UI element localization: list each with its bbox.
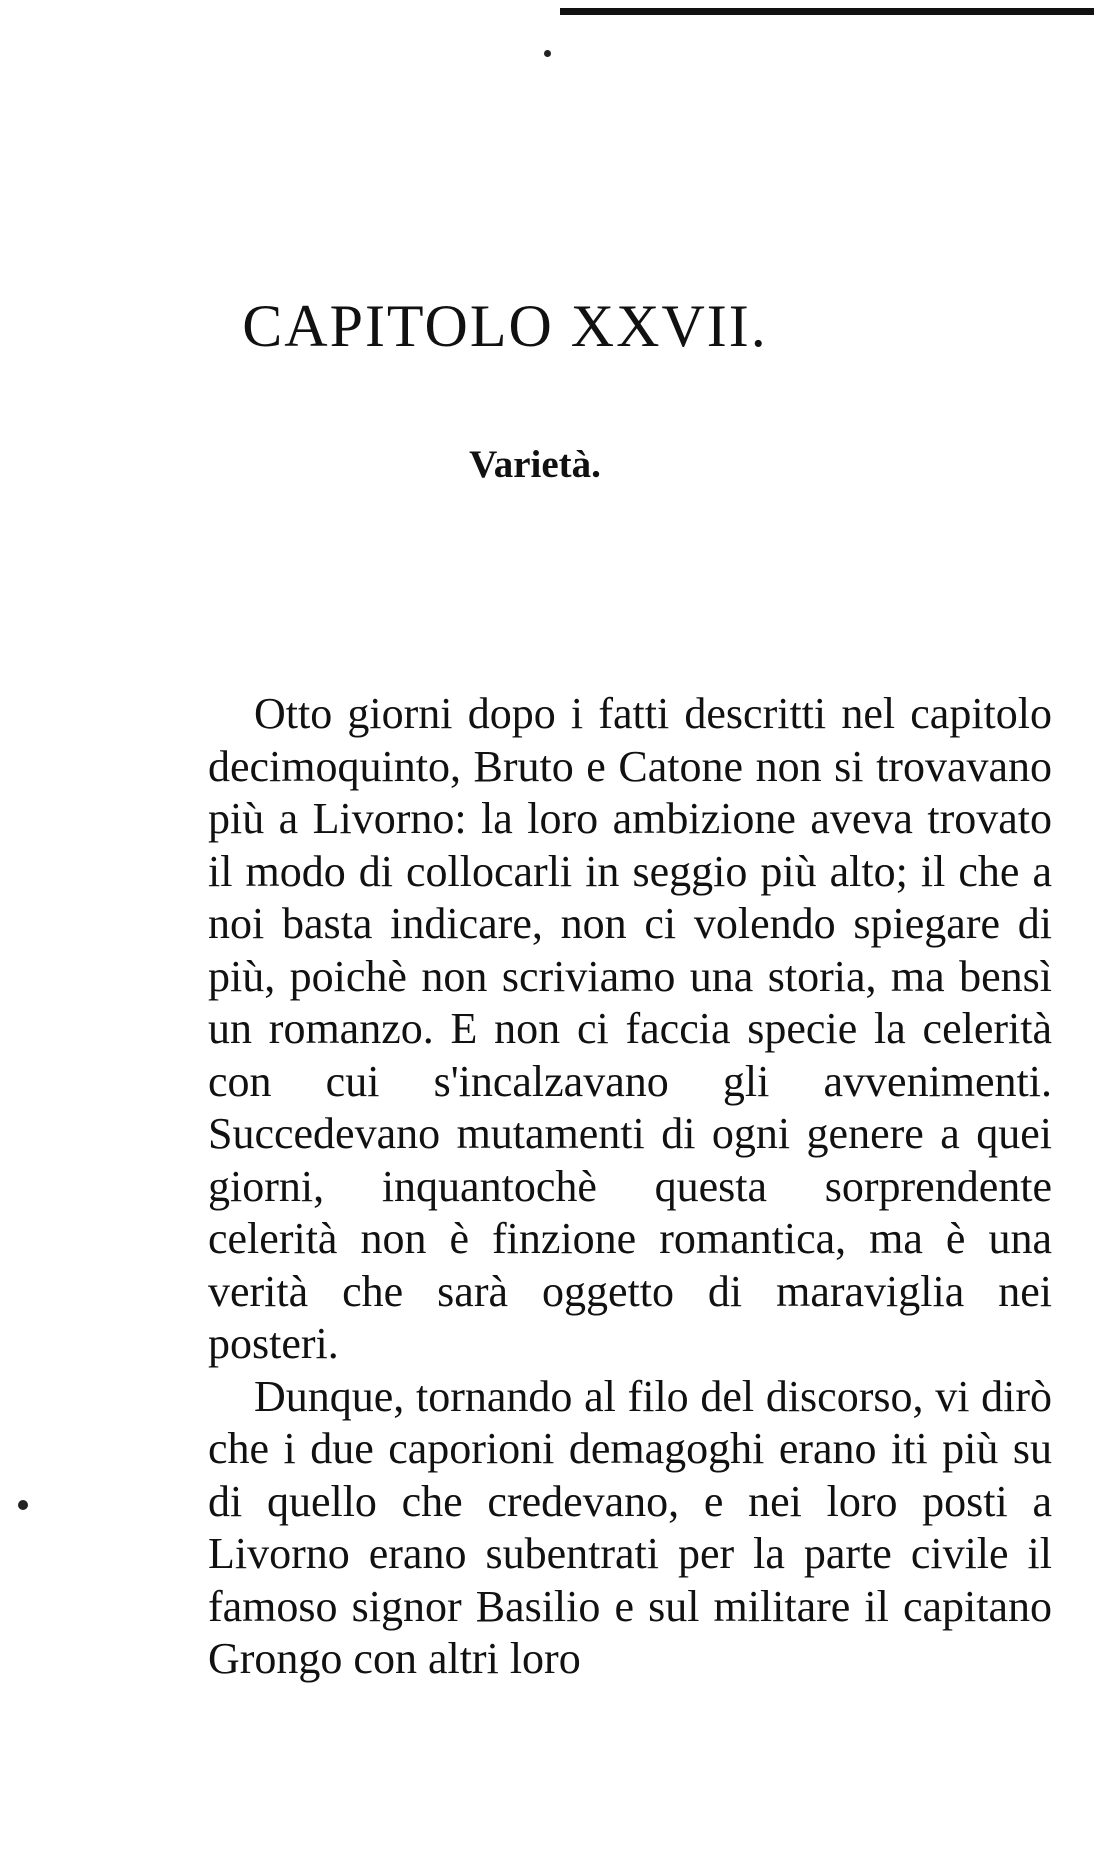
ink-speck [18, 1500, 28, 1510]
paragraph: Otto giorni dopo i fatti descritti nel capitolo decimoquinto, Bruto e Catone non si trovavano più a Livorno: la loro ambizione aveva trovato il modo di collocarli in seggio più alto; il che a noi basta indicare, non ci volendo spiegare di più, poichè non scriviamo una storia, ma bensì un romanzo. E non ci faccia specie la celerità con cui s'incalzavano gli avvenimenti. Succedevano mutamenti di ogni genere a quei giorni, inquantochè questa sorprendente celerità non è finzione romantica, ma è una verità che sarà oggetto di maraviglia nei posteri. [208, 689, 1052, 1368]
chapter-title: CAPITOLO XXVII. [242, 293, 768, 359]
top-border-rule [560, 8, 1094, 15]
section-subtitle: Varietà. [469, 443, 601, 486]
body-text [208, 688, 1052, 1686]
ink-speck [544, 50, 551, 57]
paragraph: Dunque, tornando al filo del discorso, vi dirò che i due caporioni demagoghi erano iti più su di quello che credevano, e nei loro posti a Livorno erano subentrati per la parte civile il famoso signor Basilio e sul militare il capitano Grongo con altri loro [208, 1371, 1052, 1683]
